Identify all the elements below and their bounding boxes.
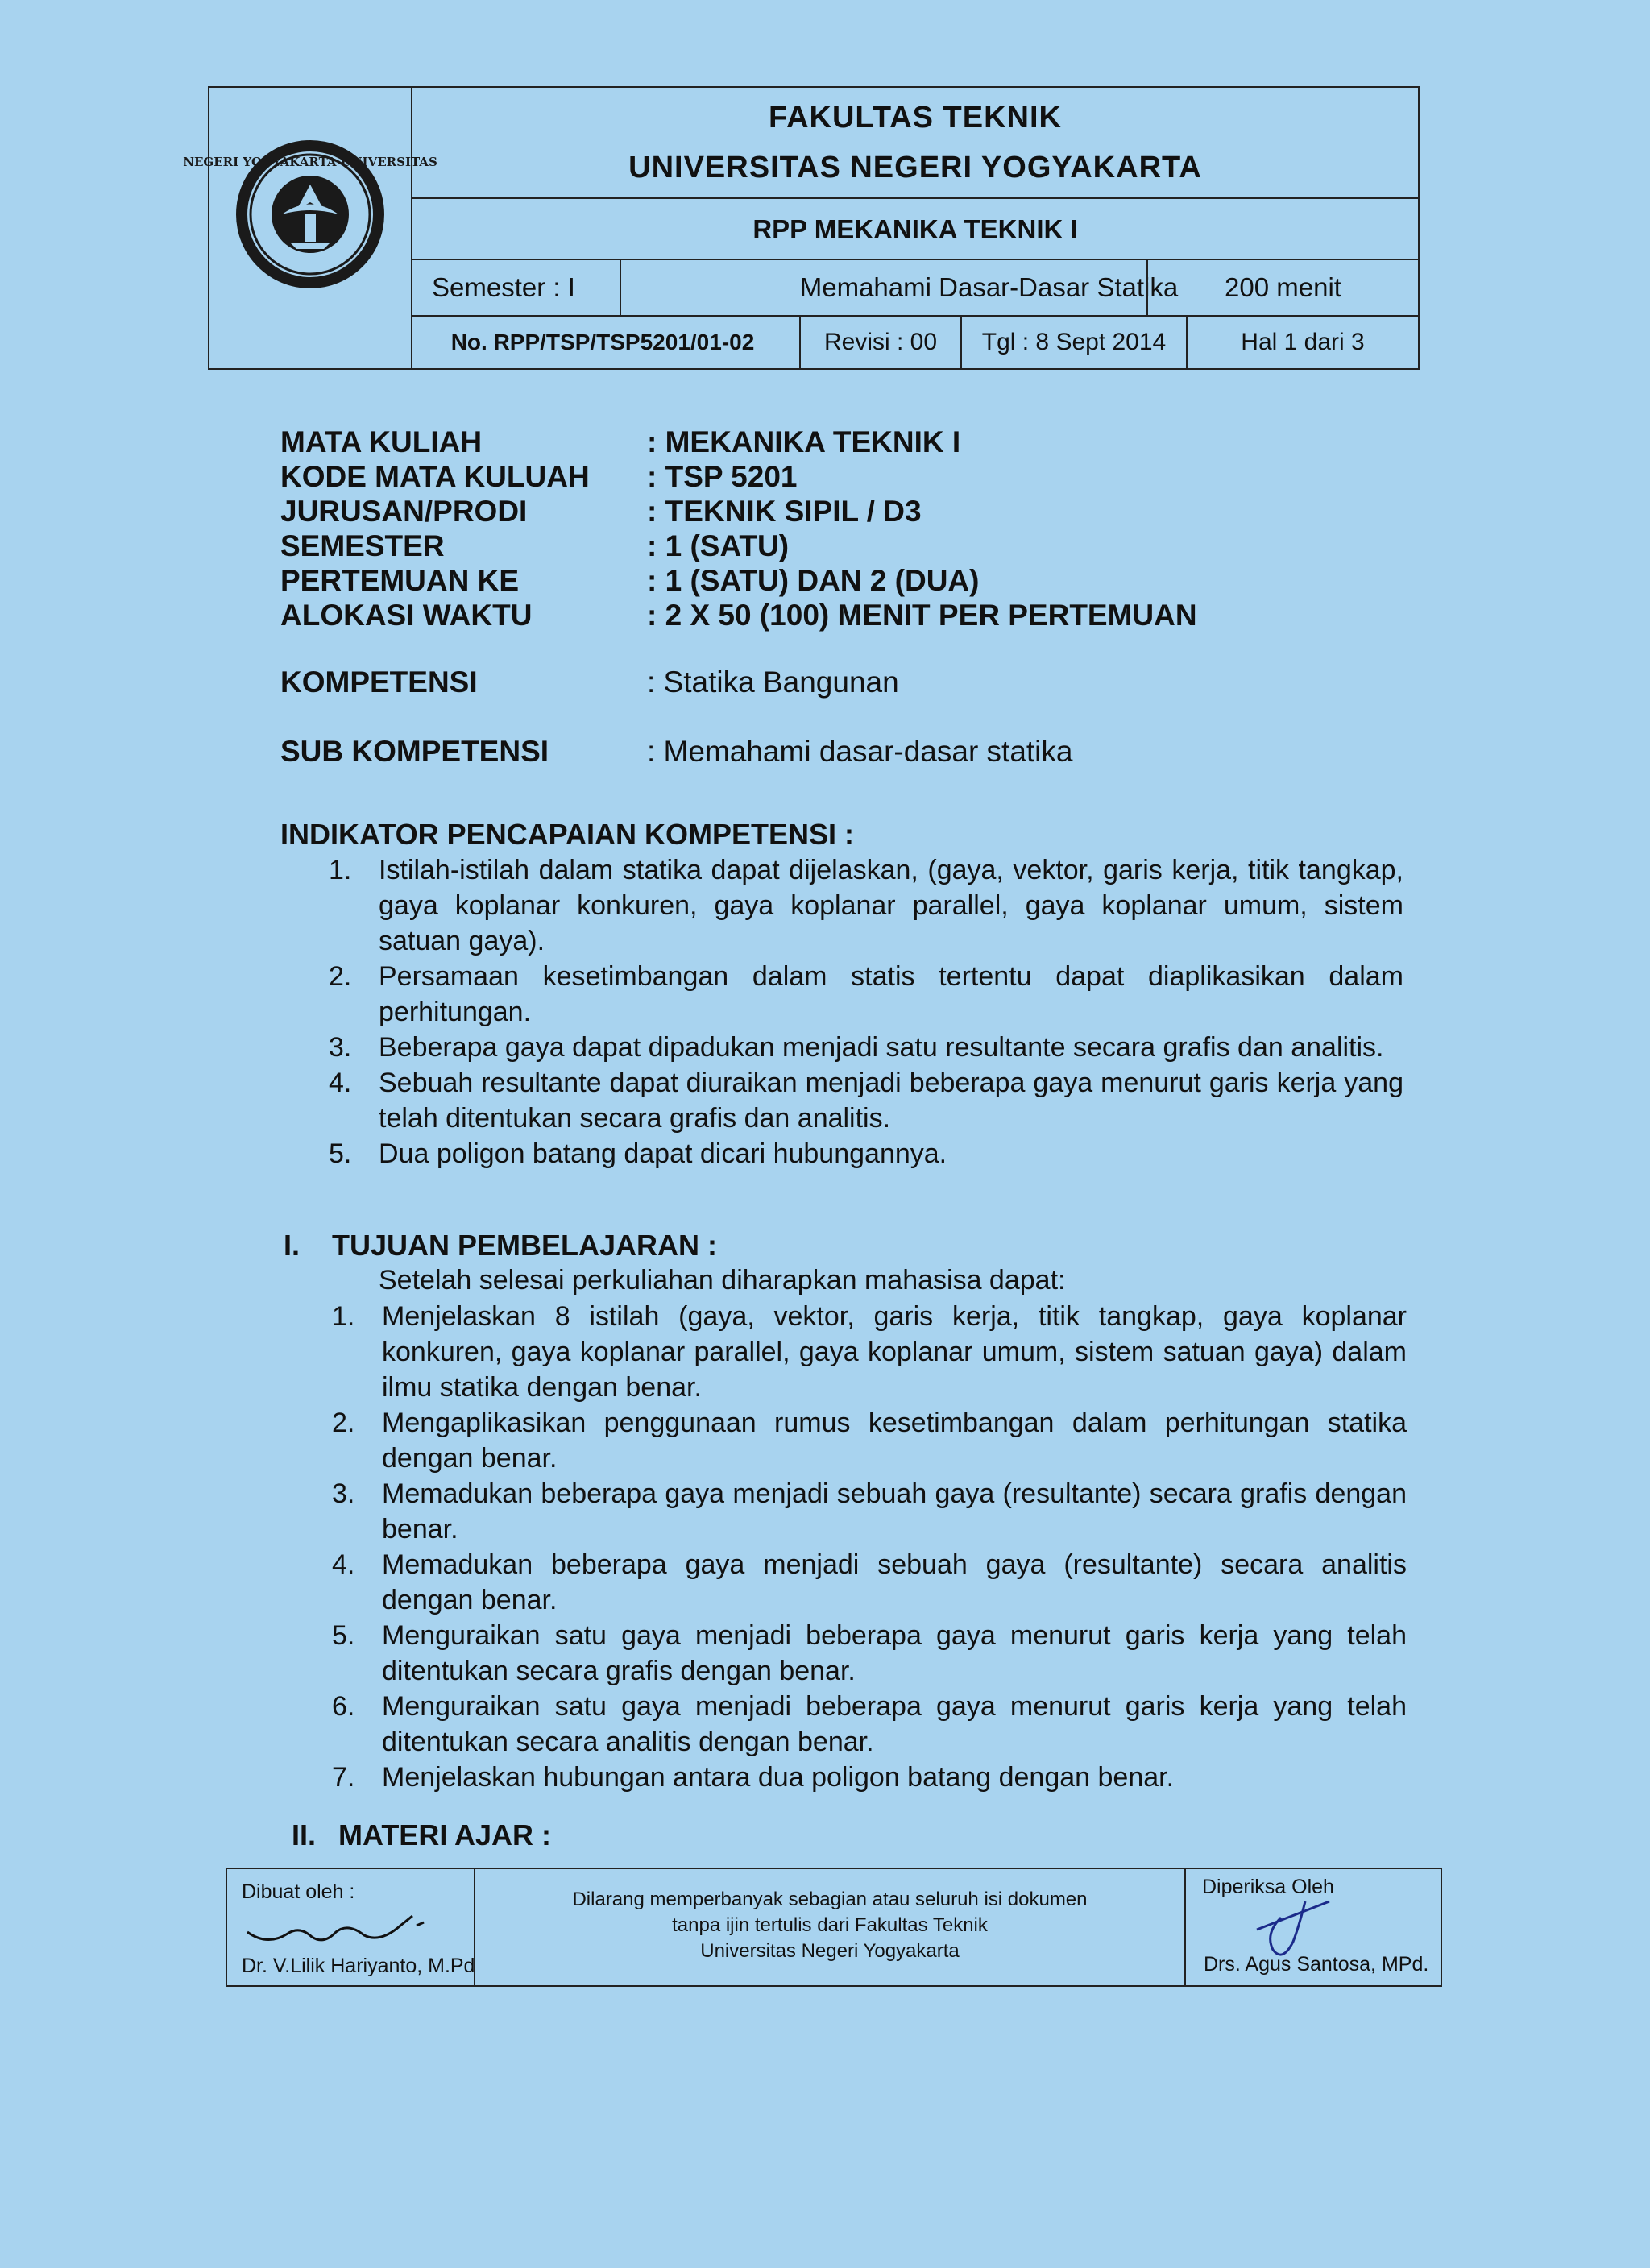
date-cell: Tgl : 8 Sept 2014 — [981, 329, 1167, 355]
author-signature — [243, 1908, 429, 1956]
topic-cell: Memahami Dasar-Dasar Statika — [799, 272, 1179, 302]
kompetensi-row: KOMPETENSI : Statika Bangunan — [280, 665, 899, 699]
tujuan-intro: Setelah selesai perkuliahan diharapkan mahasisa dapat: — [379, 1265, 1066, 1296]
checked-by-label: Diperiksa Oleh — [1202, 1876, 1334, 1898]
list-item: 3. Beberapa gaya dapat dipadukan menjadi satu resultante secara grafis dan analitis. — [329, 1032, 1384, 1063]
faculty-name: FAKULTAS TEKNIK — [768, 101, 1062, 135]
sub-kompetensi-row: SUB KOMPETENSI : Memahami dasar-dasar statika — [280, 735, 1073, 768]
doc-number-cell: No. RPP/TSP/TSP5201/01-02 — [450, 330, 755, 355]
course-info — [280, 425, 1408, 769]
logo-cell — [183, 88, 437, 368]
university-seal-logo — [183, 138, 437, 291]
list-item: 6. Menguraikan satu gaya menjadi beberapa gaya menurut garis kerja yang telah ditentukan secara analitis dengan benar. — [332, 1691, 1407, 1757]
made-by-name: Dr. V.Lilik Hariyanto, M.Pd — [242, 1955, 475, 1977]
document-footer — [226, 1868, 1442, 1987]
info-row: JURUSAN/PRODI : TEKNIK SIPIL / D3 — [280, 495, 922, 528]
list-item: 1. Menjelaskan 8 istilah (gaya, vektor, garis kerja, titik tangkap, gaya koplanar konkuren, gaya koplanar parallel, gaya koplanar umum, sistem satuan gaya) dalam ilmu statika dengan benar. — [332, 1301, 1407, 1403]
info-row: SEMESTER : 1 (SATU) — [280, 529, 790, 562]
duration-cell: 200 menit — [1225, 272, 1341, 302]
seal-text: NEGERI YOGYAKARTA UNIVERSITAS — [183, 155, 437, 169]
list-item: 5. Menguraikan satu gaya menjadi beberapa gaya menurut garis kerja yang telah ditentukan secara grafis dengan benar. — [332, 1620, 1407, 1686]
tujuan-heading: TUJUAN PEMBELAJARAN : — [332, 1229, 718, 1262]
list-item: 4. Sebuah resultante dapat diuraikan menjadi beberapa gaya menurut garis kerja yang telah ditentukan secara grafis dan analitis. — [329, 1068, 1403, 1134]
info-row: PERTEMUAN KE : 1 (SATU) DAN 2 (DUA) — [280, 564, 980, 597]
checked-by-name: Drs. Agus Santosa, MPd. — [1204, 1953, 1429, 1976]
list-item: 2. Persamaan kesetimbangan dalam statis tertentu dapat diaplikasikan dalam perhitungan. — [329, 961, 1403, 1027]
list-item: 5. Dua poligon batang dapat dicari hubungannya. — [329, 1138, 947, 1169]
made-by-label: Dibuat oleh : — [242, 1880, 355, 1903]
page-cell: Hal 1 dari 3 — [1241, 329, 1365, 355]
list-item: 4. Memadukan beberapa gaya menjadi sebuah gaya (resultante) secara analitis dengan benar. — [332, 1549, 1407, 1615]
document-header — [183, 86, 1420, 370]
list-item: 3. Memadukan beberapa gaya menjadi sebuah gaya (resultante) secara grafis dengan benar. — [332, 1478, 1407, 1544]
list-item: 2. Mengaplikasikan penggunaan rumus kesetimbangan dalam perhitungan statika dengan benar. — [332, 1408, 1407, 1474]
tujuan-numeral: I. — [284, 1229, 301, 1262]
info-row: MATA KULIAH : MEKANIKA TEKNIK I — [280, 425, 961, 458]
indikator-heading: INDIKATOR PENCAPAIAN KOMPETENSI : — [280, 818, 855, 851]
materi-numeral: II. — [292, 1818, 317, 1851]
materi-heading: MATERI AJAR : — [338, 1818, 551, 1851]
document-title: RPP MEKANIKA TEKNIK I — [752, 214, 1078, 244]
semester-cell: Semester : I — [432, 272, 575, 302]
list-item: 7. Menjelaskan hubungan antara dua poligon batang dengan benar. — [332, 1762, 1175, 1793]
indikator-list — [329, 852, 1403, 1171]
list-item: 1. Istilah-istilah dalam statika dapat dijelaskan, (gaya, vektor, garis kerja, titik tangkap, gaya koplanar konkuren, gaya koplanar parallel, gaya koplanar umum, sistem satuan gaya). — [329, 855, 1403, 956]
info-row: KODE MATA KULUAH : TSP 5201 — [280, 460, 798, 493]
university-name: UNIVERSITAS NEGERI YOGYAKARTA — [628, 151, 1202, 185]
info-row: ALOKASI WAKTU : 2 X 50 (100) MENIT PER PERTEMUAN — [280, 599, 1197, 632]
tujuan-list — [332, 1299, 1407, 1795]
copyright-notice: Dilarang memperbanyak sebagian atau seluruh isi dokumen tanpa ijin tertulis dari Fakultas Teknik Universitas Negeri Yogyakarta — [572, 1889, 1088, 1962]
revision-cell: Revisi : 00 — [823, 329, 938, 355]
